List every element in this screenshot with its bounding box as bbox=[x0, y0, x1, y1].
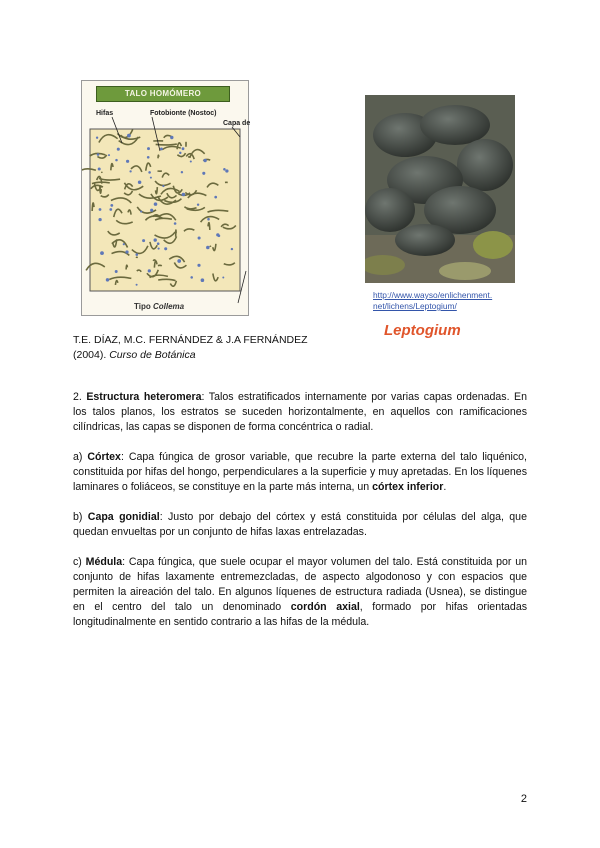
nostoc-cell bbox=[182, 193, 186, 197]
citation-book: Curso de Botánica bbox=[109, 349, 196, 361]
nostoc-cell bbox=[97, 153, 100, 156]
label-capa: Capa de bbox=[223, 120, 251, 127]
nostoc-cell bbox=[147, 147, 150, 150]
photo-caption: Leptogium bbox=[384, 322, 461, 339]
nostoc-cell bbox=[115, 159, 118, 162]
nostoc-cell bbox=[202, 172, 205, 175]
body-text bbox=[73, 390, 527, 645]
nostoc-cell bbox=[117, 148, 120, 151]
nostoc-cell bbox=[106, 278, 109, 281]
nostoc-cell bbox=[135, 253, 138, 256]
citation-year: (2004). bbox=[73, 349, 107, 361]
nostoc-cell bbox=[182, 147, 185, 150]
term-cortex-inferior: córtex inferior bbox=[372, 481, 444, 493]
nostoc-cell bbox=[190, 160, 192, 162]
term-cordon-axial: cordón axial bbox=[290, 601, 360, 613]
nostoc-cell bbox=[197, 264, 200, 267]
nostoc-cell bbox=[148, 269, 151, 272]
nostoc-cell bbox=[154, 238, 157, 241]
nostoc-cell bbox=[148, 171, 151, 174]
nostoc-cell bbox=[125, 250, 128, 253]
leptogium-photo bbox=[365, 95, 515, 283]
paragraph-letter: c) bbox=[73, 556, 82, 568]
paragraph-letter: b) bbox=[73, 511, 83, 523]
nostoc-cell bbox=[110, 204, 113, 207]
lichen-photo-illustration bbox=[365, 95, 515, 283]
nostoc-cell bbox=[177, 259, 181, 263]
nostoc-cell bbox=[98, 167, 101, 170]
diagram-caption bbox=[134, 302, 184, 311]
nostoc-cell bbox=[127, 134, 131, 138]
nostoc-cell bbox=[160, 147, 163, 150]
paragraph-end: , formado por hifas orientadas longitudinalmente en sentido contrario a las hifas de la médula. bbox=[73, 601, 528, 628]
hypha-strand bbox=[158, 155, 159, 158]
nostoc-cell bbox=[164, 247, 167, 250]
photo-link-line2[interactable]: net/lichens/Leptogium/ bbox=[373, 301, 457, 311]
citation-authors: T.E. DÍAZ, M.C. FERNÁNDEZ & J.A FERNÁNDEZ bbox=[73, 334, 308, 346]
nostoc-cell bbox=[147, 156, 150, 159]
term-cortex: Córtex bbox=[87, 451, 121, 463]
paragraph-text: : Talos estratificados internamente por varias capas ordenadas. En los talos planos, los estratos se suceden horizontalmente, en aquellos con ramificaciones cilíndricas, las capas se disponen de forma concéntrica o radial. bbox=[73, 391, 527, 433]
citation bbox=[73, 333, 308, 363]
nostoc-cell bbox=[201, 278, 205, 282]
diagram-title: TALO HOMÓMERO bbox=[96, 86, 230, 102]
talo-homomero-figure bbox=[81, 80, 249, 316]
nostoc-cell bbox=[197, 203, 199, 205]
nostoc-cell bbox=[150, 209, 153, 212]
paragraph-cortex bbox=[73, 450, 527, 495]
nostoc-cell bbox=[140, 211, 142, 213]
label-hifas: Hifas bbox=[96, 110, 114, 117]
hypha-strand bbox=[158, 265, 162, 266]
nostoc-cell bbox=[129, 170, 131, 172]
label-fotobionte: Fotobionte (Nostoc) bbox=[150, 110, 217, 117]
nostoc-cell bbox=[150, 177, 152, 179]
nostoc-cell bbox=[158, 248, 160, 250]
paragraph-text: : Justo por debajo del córtex y está constituida por células del alga, que quedan envueltas por un conjunto de hifas laxas entrelazadas. bbox=[73, 511, 527, 538]
nostoc-cell bbox=[138, 180, 142, 184]
paragraph-estructura-heteromera bbox=[73, 390, 527, 435]
photo-link-line1[interactable]: http://www.wayso/enlichenment. bbox=[373, 290, 493, 300]
nostoc-cell bbox=[223, 168, 226, 171]
nostoc-cell bbox=[98, 218, 101, 221]
term-estructura-heteromera: Estructura heteromera bbox=[86, 391, 202, 403]
paragraph-capa-gonidial bbox=[73, 510, 527, 540]
photo-source-link[interactable] bbox=[373, 290, 523, 312]
nostoc-cell bbox=[100, 251, 104, 255]
nostoc-cell bbox=[136, 284, 138, 286]
paragraph-text: : Capa fúngica, que suele ocupar el mayor volumen del talo. Está constituida por un conjunto de hifas laxamente entremezcladas, de aspecto algodonoso y con espacios que permiten la aireación del talo. En algunos líquenes de estructura radiada (Usnea), se distingue en el centro del talo un denominado bbox=[73, 556, 527, 613]
nostoc-cell bbox=[214, 196, 217, 199]
page-number: 2 bbox=[520, 793, 527, 805]
nostoc-cell bbox=[231, 248, 233, 250]
nostoc-cell bbox=[157, 242, 160, 245]
paragraph-medula bbox=[73, 555, 527, 630]
caption-genus: Collema bbox=[152, 302, 185, 311]
nostoc-cell bbox=[225, 169, 228, 172]
paragraph-letter: a) bbox=[73, 451, 83, 463]
nostoc-cell bbox=[198, 236, 201, 239]
caption-prefix: Tipo bbox=[134, 302, 151, 311]
nostoc-cell bbox=[123, 243, 125, 245]
citation-source bbox=[73, 348, 308, 363]
nostoc-cell bbox=[207, 218, 210, 221]
nostoc-cell bbox=[170, 136, 173, 139]
nostoc-cell bbox=[206, 246, 210, 250]
nostoc-cell bbox=[126, 160, 129, 163]
term-capa-gonidial: Capa gonidial bbox=[87, 511, 160, 523]
paragraph-text: : Capa fúngica de grosor variable, que recubre la parte externa del talo liquénico, constituida por hifas del hongo, perpendiculares a la superficie y muy apretadas. En los líquenes laminares o foliáceos, se constituye en la parte más interna, un bbox=[73, 451, 527, 493]
term-medula: Médula bbox=[85, 556, 123, 568]
nostoc-cell bbox=[115, 270, 118, 273]
paragraph-end: . bbox=[443, 481, 447, 493]
nostoc-cell bbox=[181, 171, 183, 173]
nostoc-cell bbox=[142, 239, 145, 242]
nostoc-cell bbox=[108, 154, 110, 156]
nostoc-cell bbox=[99, 208, 102, 211]
nostoc-cell bbox=[222, 277, 224, 279]
nostoc-cell bbox=[190, 276, 193, 279]
nostoc-cell bbox=[179, 152, 181, 154]
nostoc-cell bbox=[174, 222, 177, 225]
nostoc-cell bbox=[203, 159, 206, 162]
nostoc-cell bbox=[216, 233, 219, 236]
nostoc-cell bbox=[154, 202, 158, 206]
paragraph-number: 2. bbox=[73, 391, 82, 403]
nostoc-cell bbox=[162, 185, 164, 187]
nostoc-cell bbox=[96, 137, 98, 139]
nostoc-cell bbox=[109, 208, 112, 211]
